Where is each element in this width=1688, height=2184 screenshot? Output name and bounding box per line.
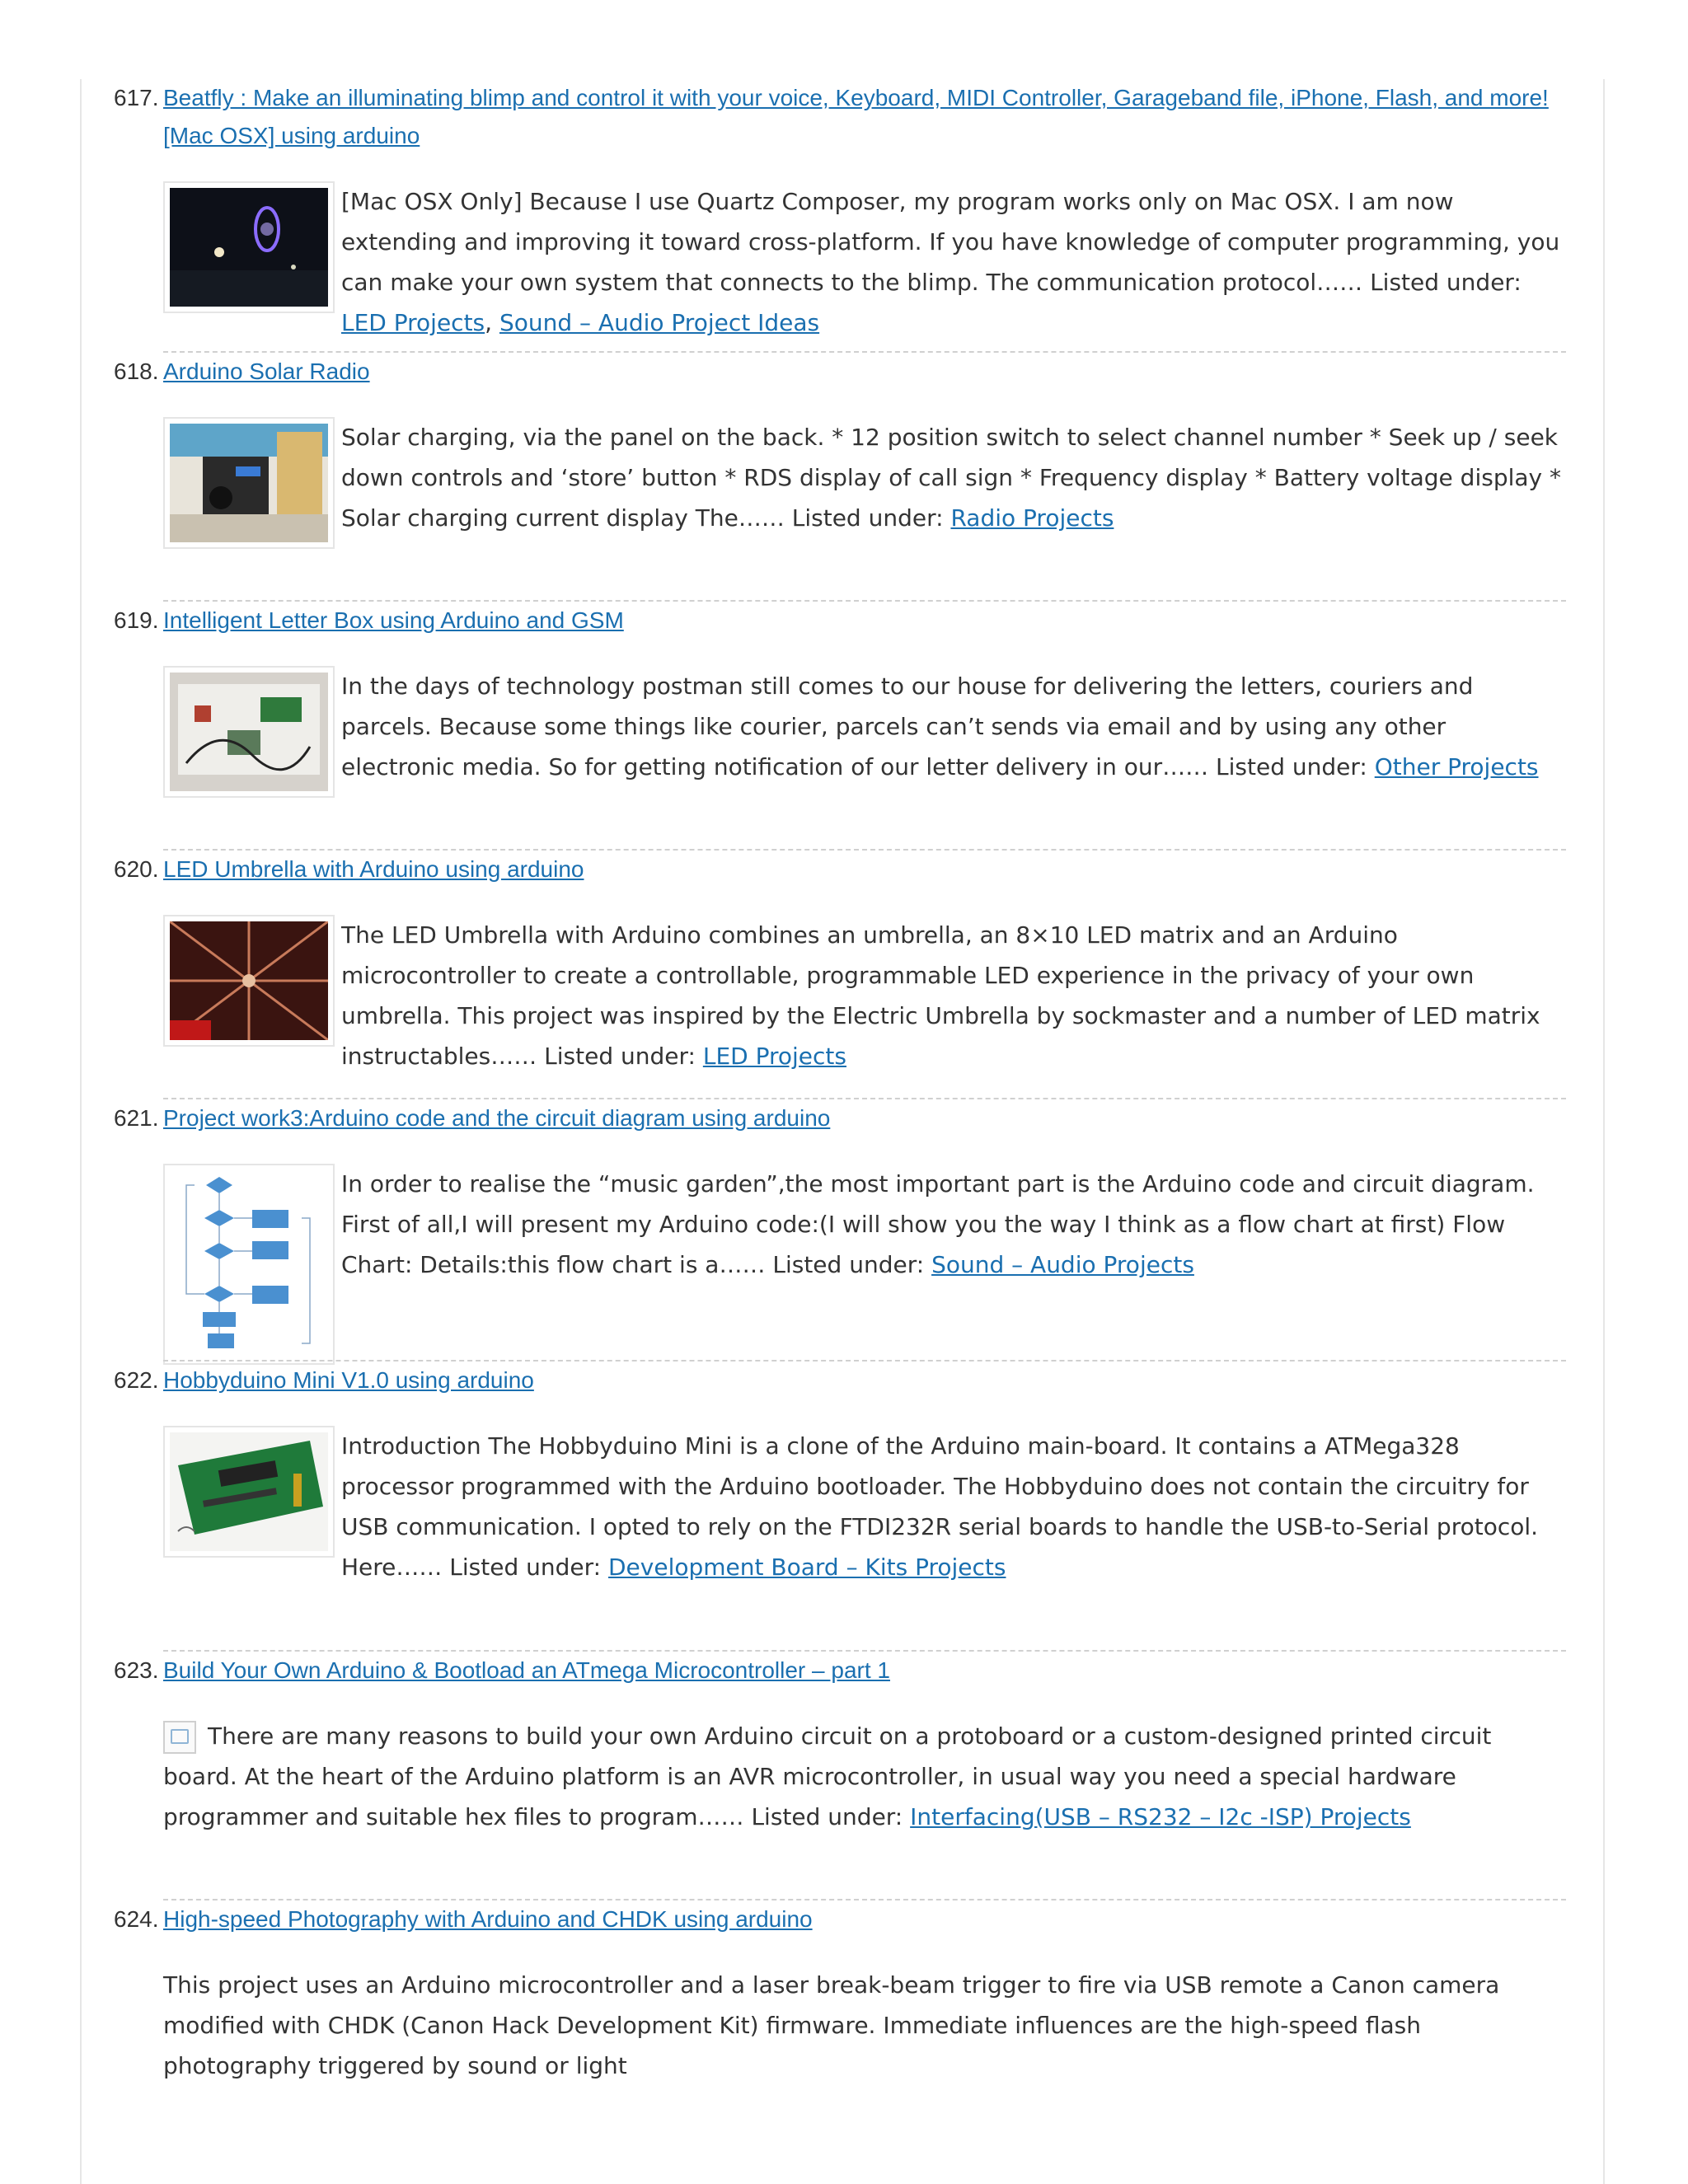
item-title-link[interactable]: Beatfly : Make an illuminating blimp and control it with your voice, Keyboard, MIDI Controller, Garageband file, iPhone, Flash, and more! [Mac OSX] using arduino (163, 85, 1549, 148)
item-title-link[interactable]: Arduino Solar Radio (163, 359, 370, 384)
category-link[interactable]: Development Board – Kits Projects (608, 1554, 1006, 1581)
item-description: There are many reasons to build your own Arduino circuit on a protoboard or a custom-designed printed circuit board. At the heart of the Arduino platform is an AVR microcontroller, in usual way you need a special hardware programmer and suitable hex files to program…… Listed under: Interfacing(USB – RS232 – I2c -ISP) Projects (163, 1722, 1492, 1830)
item-number: 620. (114, 856, 159, 882)
item-description: The LED Umbrella with Arduino combines an umbrella, an 8×10 LED matrix and an Arduino microcontroller to create a controllable, programmable LED experience in the privacy of your own umbrella. This project was inspired by the Electric Umbrella by sockmaster and a number of LED matrix instructables…… Listed under: LED Projects (341, 921, 1540, 1070)
list-item (114, 351, 1566, 600)
category-link[interactable]: Other Projects (1374, 753, 1539, 780)
item-body (163, 666, 1566, 798)
item-thumbnail[interactable] (163, 1426, 335, 1558)
list-item (114, 849, 1566, 1098)
item-number: 624. (114, 1906, 159, 1932)
item-thumbnail[interactable] (163, 666, 335, 798)
list-item (114, 1360, 1566, 1650)
item-description: In the days of technology postman still comes to our house for delivering the letters, couriers and parcels. Because some things like courier, parcels can’t sends via email and by using any other electronic media. So for getting notification of our letter delivery in our…… Listed under: Other Projects (341, 673, 1539, 780)
broken-image-icon (163, 1721, 196, 1754)
item-thumbnail[interactable] (163, 1164, 335, 1365)
item-description: Solar charging, via the panel on the back. * 12 position switch to select channel number * Seek up / seek down controls and ‘store’ button * RDS display of call sign * Frequency display * Battery voltage display * Solar charging current display The…… Listed under: Radio Projects (341, 424, 1561, 532)
category-link[interactable]: LED Projects (341, 309, 485, 336)
item-body (163, 915, 1566, 1076)
list-item (114, 79, 1566, 351)
item-title-link[interactable]: LED Umbrella with Arduino using arduino (163, 856, 584, 882)
item-number: 621. (114, 1105, 159, 1131)
blimp-photo-image (170, 188, 328, 307)
led-umbrella-photo-image (170, 921, 328, 1040)
item-description: This project uses an Arduino microcontroller and a laser break-beam trigger to fire via USB remote a Canon camera modified with CHDK (Canon Hack Development Kit) firmware. Immediate influences are the high-speed flash photography triggered by sound or light (163, 1971, 1500, 2079)
item-number: 619. (114, 607, 159, 633)
list-item (114, 1098, 1566, 1360)
item-thumbnail[interactable] (163, 181, 335, 313)
item-description: In order to realise the “music garden”,the most important part is the Arduino code and circuit diagram. First of all,I will present my Arduino code:(I will show you the way I think as a flow chart at first) Flow Chart: Details:this flow chart is a…… Listed under: Sound – Audio Projects (341, 1170, 1535, 1278)
item-title-link[interactable]: Project work3:Arduino code and the circuit diagram using arduino (163, 1105, 831, 1131)
list-item (114, 1899, 1566, 2079)
item-description: [Mac OSX Only] Because I use Quartz Composer, my program works only on Mac OSX. I am now extending and improving it toward cross-platform. If you have knowledge of computer programming, you can make your own system that connects to the blimp. The communication protocol…… Listed under: LED Projects, Sound – Audio Project Ideas (341, 188, 1560, 336)
category-link[interactable]: Sound – Audio Projects (931, 1251, 1194, 1278)
list-item (114, 600, 1566, 849)
item-body (163, 417, 1566, 549)
item-number: 622. (114, 1367, 159, 1393)
letter-box-photo-image (170, 673, 328, 791)
item-thumbnail[interactable] (163, 915, 335, 1047)
category-link[interactable]: Sound – Audio Project Ideas (499, 309, 820, 336)
item-number: 617. (114, 85, 159, 110)
solar-radio-photo-image (170, 424, 328, 542)
item-title-link[interactable]: Intelligent Letter Box using Arduino and GSM (163, 607, 624, 633)
item-body (163, 1965, 1566, 2086)
item-thumbnail[interactable] (163, 417, 335, 549)
item-description: Introduction The Hobbyduino Mini is a clone of the Arduino main-board. It contains a ATMega328 processor programmed with the Arduino bootloader. The Hobbyduino does not contain the circuitry for USB communication. I opted to rely on the FTDI232R serial boards to handle the USB-to-Serial protocol. Here…… Listed under: Development Board – Kits Projects (341, 1432, 1539, 1581)
item-body (163, 181, 1566, 343)
item-title-link[interactable]: High-speed Photography with Arduino and CHDK using arduino (163, 1906, 813, 1932)
item-title-link[interactable]: Build Your Own Arduino & Bootload an ATmega Microcontroller – part 1 (163, 1657, 890, 1683)
category-link[interactable]: Interfacing(USB – RS232 – I2c -ISP) Projects (910, 1803, 1411, 1830)
list-item (114, 1650, 1566, 1899)
item-number: 618. (114, 359, 159, 384)
hobbyduino-board-photo-image (170, 1432, 328, 1551)
item-body (163, 1426, 1566, 1587)
item-body (163, 1716, 1566, 1840)
category-link[interactable]: LED Projects (702, 1043, 846, 1070)
item-title-link[interactable]: Hobbyduino Mini V1.0 using arduino (163, 1367, 534, 1393)
item-number: 623. (114, 1657, 159, 1683)
category-link[interactable]: Radio Projects (950, 504, 1114, 532)
flow-chart-image (170, 1170, 328, 1358)
item-body (163, 1164, 1566, 1296)
project-list (114, 79, 1566, 2079)
